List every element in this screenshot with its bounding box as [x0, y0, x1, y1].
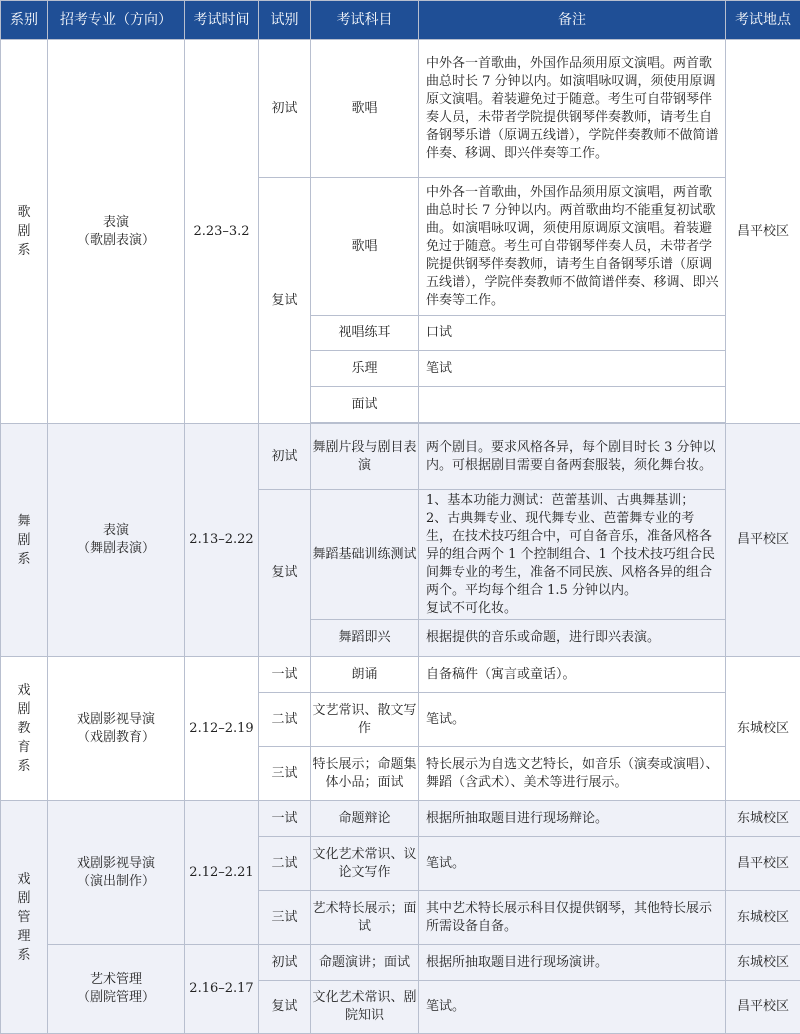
- subject-note: 特长展示为自选文艺特长，如音乐（演奏或演唱）、舞蹈（含武术）、美术等进行展示。: [419, 747, 726, 801]
- subject-name: 特长展示；命题集体小品；面试: [311, 747, 419, 801]
- subject-note: 中外各一首歌曲，外国作品须用原文演唱，两首歌曲总时长 7 分钟以内。两首歌曲均不能重复初试歌曲。如演唱咏叹调，须使用原调原文演唱。着装避免过于随意。考生可自带钢琴伴奏人员，未带者学院提供钢琴伴奏教师，请考生自备钢琴乐谱（原调五线谱），学院伴奏教师不做简谱伴奏、移调、即兴伴奏等工作。: [419, 178, 726, 316]
- subject-note: 自备稿件（寓言或童话）。: [419, 657, 726, 693]
- major-cell: [48, 657, 185, 801]
- subject-name: 舞剧片段与剧目表演: [311, 424, 419, 490]
- major-sub: （剧院管理）: [76, 990, 155, 1005]
- dept-label: 歌剧系: [17, 205, 31, 258]
- major-name: 艺术管理: [89, 972, 142, 987]
- subject-note: 根据提供的音乐或命题，进行即兴表演。: [419, 620, 726, 657]
- exam-time: 2.12–2.19: [185, 657, 259, 801]
- subject-note: 笔试。: [419, 693, 726, 747]
- subject-note: [419, 387, 726, 423]
- major-name: 表演: [102, 214, 129, 230]
- exam-location: 昌平校区: [726, 981, 800, 1034]
- major-cell: [48, 801, 185, 945]
- round-label: 一试: [259, 801, 311, 837]
- header-note: 备注: [419, 1, 726, 40]
- major-name: 戏剧影视导演: [76, 711, 155, 727]
- subject-name: 文化艺术常识、议论文写作: [311, 837, 419, 891]
- dept-cell: [1, 40, 48, 424]
- major-sub: （戏剧教育）: [76, 729, 155, 745]
- header-subject: 考试科目: [311, 1, 419, 40]
- header-row: [1, 1, 800, 40]
- major-cell: [48, 40, 185, 424]
- exam-location: 昌平校区: [726, 424, 800, 657]
- header-major: 招考专业（方向）: [48, 1, 185, 40]
- major-sub: （演出制作）: [76, 873, 155, 889]
- round-label: 三试: [259, 747, 311, 801]
- subject-name: 文化艺术常识、剧院知识: [311, 981, 419, 1034]
- dept-label: 戏剧管理系: [17, 871, 31, 963]
- table-row: [1, 945, 800, 981]
- dept-cell: [1, 657, 48, 801]
- exam-location: 昌平校区: [726, 837, 800, 891]
- round-label: 二试: [259, 693, 311, 747]
- major-cell: [48, 424, 185, 657]
- round-label: 复试: [259, 490, 311, 657]
- table-row: [1, 801, 800, 837]
- exam-location: 东城校区: [726, 945, 800, 981]
- major-sub: （歌剧表演）: [76, 232, 155, 248]
- subject-name: 舞蹈即兴: [311, 620, 419, 657]
- subject-note: 口试: [419, 316, 726, 351]
- table-row: [1, 40, 800, 178]
- exam-location: 东城校区: [726, 891, 800, 945]
- subject-note: 其中艺术特长展示科目仅提供钢琴，其他特长展示所需设备自备。: [419, 891, 726, 945]
- round-label: 初试: [259, 424, 311, 490]
- exam-time: 2.13–2.22: [185, 424, 259, 657]
- subject-name: 乐理: [311, 351, 419, 387]
- round-label: 二试: [259, 837, 311, 891]
- dept-cell: [1, 424, 48, 657]
- subject-name: 舞蹈基础训练测试: [311, 490, 419, 620]
- header-time: 考试时间: [185, 1, 259, 40]
- subject-name: 歌唱: [311, 40, 419, 178]
- major-name: 戏剧影视导演: [76, 855, 155, 871]
- subject-name: 命题演讲；面试: [311, 945, 419, 981]
- major-name: 表演: [102, 523, 129, 538]
- round-label: 初试: [259, 945, 311, 981]
- round-label: 三试: [259, 891, 311, 945]
- table-row: [1, 424, 800, 490]
- subject-name: 歌唱: [311, 178, 419, 316]
- round-label: 复试: [259, 981, 311, 1034]
- exam-time: 2.12–2.21: [185, 801, 259, 945]
- subject-name: 面试: [311, 387, 419, 423]
- round-label: 复试: [259, 178, 311, 424]
- dept-label: 舞剧系: [17, 513, 31, 567]
- round-label: 一试: [259, 657, 311, 693]
- subject-note: 笔试: [419, 351, 726, 387]
- dept-label: 戏剧教育系: [17, 683, 31, 774]
- subject-note: 两个剧目。要求风格各异，每个剧目时长 3 分钟以内。可根据剧目需要自备两套服装，须化舞台妆。: [419, 424, 726, 490]
- subject-note: 1、基本功能力测试：芭蕾基训、古典舞基训； 2、古典舞专业、现代舞专业、芭蕾舞专业的考生，在技术技巧组合中，可自备音乐，准备风格各异的组合两个 1 个控制组合、1 个技术技巧组合民间舞专业的考生，准备不同民族、风格各异的组合两个。平均每个组合 1.5 分钟以内。 复试不可化妆。: [419, 490, 726, 620]
- subject-name: 视唱练耳: [311, 316, 419, 351]
- header-location: 考试地点: [726, 1, 800, 40]
- exam-location: 昌平校区: [726, 40, 800, 424]
- subject-name: 文艺常识、散文写作: [311, 693, 419, 747]
- subject-note: 笔试。: [419, 981, 726, 1034]
- subject-name: 朗诵: [311, 657, 419, 693]
- subject-note: 根据所抽取题目进行现场辩论。: [419, 801, 726, 837]
- exam-time: 2.16–2.17: [185, 945, 259, 1034]
- subject-note: 笔试。: [419, 837, 726, 891]
- major-cell: [48, 945, 185, 1034]
- header-round: 试别: [259, 1, 311, 40]
- subject-name: 命题辩论: [311, 801, 419, 837]
- dept-cell: [1, 801, 48, 1034]
- round-label: 初试: [259, 40, 311, 178]
- major-sub: （舞剧表演）: [76, 541, 155, 556]
- subject-note: 中外各一首歌曲，外国作品须用原文演唱。两首歌曲总时长 7 分钟以内。如演唱咏叹调，须使用原调原文演唱。着装避免过于随意。考生可自带钢琴伴奏人员，未带者学院提供钢琴伴奏教师，请考生自备钢琴乐谱（原调五线谱），学院伴奏教师不做简谱伴奏、移调、即兴伴奏等工作。: [419, 40, 726, 178]
- subject-note: 根据所抽取题目进行现场演讲。: [419, 945, 726, 981]
- exam-location: 东城校区: [726, 801, 800, 837]
- subject-name: 艺术特长展示；面试: [311, 891, 419, 945]
- header-dept: 系别: [1, 1, 48, 40]
- exam-location: 东城校区: [726, 657, 800, 801]
- table-row: [1, 657, 800, 693]
- exam-time: 2.23–3.2: [185, 40, 259, 424]
